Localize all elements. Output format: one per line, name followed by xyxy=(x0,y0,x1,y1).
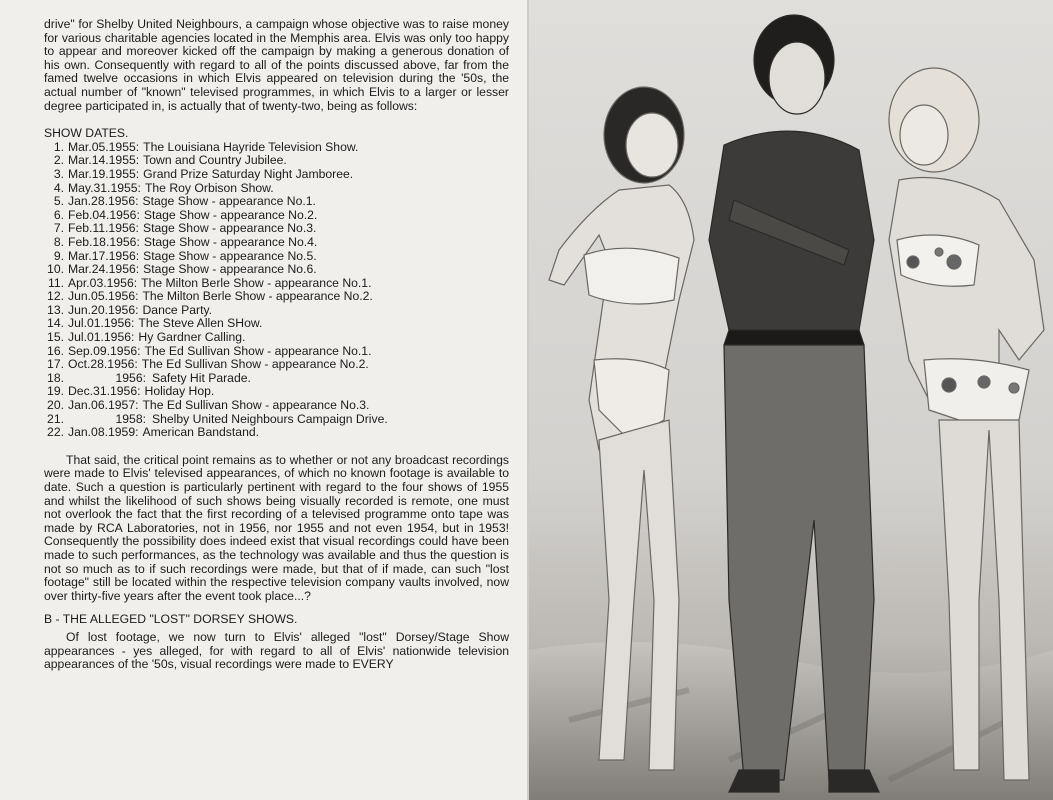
show-date-item xyxy=(44,399,509,413)
show-date-item xyxy=(44,236,509,250)
show-date-item xyxy=(44,385,509,399)
show-date: Oct.28.1956: xyxy=(68,357,138,372)
show-title: Stage Show - appearance No.2. xyxy=(143,207,318,222)
show-number: 10. xyxy=(47,262,64,277)
show-number: 15. xyxy=(47,330,64,345)
show-number: 18. xyxy=(47,370,64,385)
show-date-item xyxy=(44,277,509,291)
show-title: The Louisiana Hayride Television Show. xyxy=(143,139,359,154)
show-title: American Bandstand. xyxy=(142,425,260,440)
show-number: 13. xyxy=(47,302,64,317)
show-title: The Milton Berle Show - appearance No.1. xyxy=(141,275,372,290)
show-title: The Milton Berle Show - appearance No.2. xyxy=(142,289,373,304)
show-number: 6. xyxy=(53,207,64,222)
section-b-heading: B - THE ALLEGED "LOST" DORSEY SHOWS. xyxy=(44,612,298,627)
show-date-item xyxy=(44,195,509,209)
show-date: Feb.18.1956: xyxy=(68,234,140,249)
paragraph-two: That said, the critical point remains as to whether or not any broadcast recordings were made to Elvis' televised appearances, of which no known footage is available to date. Such a question is particularly pertinent with regard to the four shows of 1955 and whilst the likelihood of such shows being visually recorded is remote, one must not overlook the fact that the first recording of a televised programme onto tape was made by RCA Laboratories, not in 1956, nor 1955 and not even 1954, but in 1953! Consequently the possibility does indeed exist that visual recordings could have been made to such performances, as the technology was available and thus the question is not so much as to if such recordings were made, but that of if made, can such "lost footage" still be located within the respective television company vaults involved, now over thirty-five years after the event took place...? xyxy=(44,452,509,603)
show-number: 11. xyxy=(47,275,64,290)
show-date-item xyxy=(44,317,509,331)
show-date-item xyxy=(44,168,509,182)
show-date: Dec.31.1956: xyxy=(68,384,141,399)
show-date-item xyxy=(44,209,509,223)
show-number: 8. xyxy=(53,234,64,249)
show-date: Jul.01.1956: xyxy=(68,330,135,345)
show-date: Mar.17.1956: xyxy=(68,248,140,263)
show-title: The Ed Sullivan Show - appearance No.3. xyxy=(142,398,370,413)
show-number: 20. xyxy=(47,398,64,413)
show-date: 1956: xyxy=(115,370,146,385)
show-date-item xyxy=(44,250,509,264)
show-date-item xyxy=(44,358,509,372)
show-title: Shelby United Neighbours Campaign Drive. xyxy=(152,411,388,426)
show-title: Town and Country Jubilee. xyxy=(143,153,287,168)
show-date-item xyxy=(44,426,509,440)
paragraph-three: Of lost footage, we now turn to Elvis' alleged "lost" Dorsey/Stage Show appearances - yes alleged, for with regard to all of Elvis' nationwide television appearances of the '50s, visual recordings were made to EVERY xyxy=(44,629,509,672)
show-dates-list xyxy=(44,141,509,440)
show-date-item xyxy=(44,222,509,236)
show-date: Sep.09.1956: xyxy=(68,343,141,358)
show-date-item xyxy=(44,413,509,427)
show-title: Grand Prize Saturday Night Jamboree. xyxy=(143,166,354,181)
show-date: Mar.14.1955: xyxy=(68,153,140,168)
show-date-item xyxy=(44,345,509,359)
show-number: 21. xyxy=(47,411,64,426)
show-title: Holiday Hop. xyxy=(144,384,215,399)
show-date-item xyxy=(44,154,509,168)
show-date: May.31.1955: xyxy=(68,180,141,195)
show-date-item xyxy=(44,331,509,345)
show-title: Safety Hit Parade. xyxy=(152,370,251,385)
show-number: 5. xyxy=(53,194,64,209)
show-date: 1958: xyxy=(115,411,146,426)
show-number: 14. xyxy=(47,316,64,331)
show-date: Feb.04.1956: xyxy=(68,207,140,222)
show-date-item xyxy=(44,182,509,196)
opening-paragraph: drive" for Shelby United Neighbours, a campaign whose objective was to raise money for various charitable agencies located in the Memphis area. Elvis was only too happy to appear and moreover kicked off the campaign by making a generous donation of his own. Consequently with regard to all of the points discussed above, far from the famed twelve occasions in which Elvis appeared on television during the '50s, the actual number of "known" televised programmes, in which Elvis to a larger or lesser degree participated in, is actually that of twenty-two, being as follows: xyxy=(44,17,509,113)
show-number: 7. xyxy=(53,221,64,236)
show-date: Jul.01.1956: xyxy=(68,316,135,331)
show-date: Mar.19.1955: xyxy=(68,166,140,181)
show-title: The Ed Sullivan Show - appearance No.2. xyxy=(141,357,369,372)
show-date: Jun.20.1956: xyxy=(68,302,139,317)
show-number: 3. xyxy=(53,166,64,181)
show-number: 1. xyxy=(53,139,64,154)
show-number: 16. xyxy=(47,343,64,358)
photo-icon xyxy=(529,0,1053,800)
show-number: 9. xyxy=(53,248,64,263)
show-date-item xyxy=(44,304,509,318)
show-date: Apr.03.1956: xyxy=(68,275,138,290)
show-date: Jan.28.1956: xyxy=(68,194,139,209)
show-title: Stage Show - appearance No.4. xyxy=(143,234,318,249)
show-title: Stage Show - appearance No.3. xyxy=(142,221,317,236)
show-date-item xyxy=(44,372,509,386)
show-number: 12. xyxy=(47,289,64,304)
show-date-item xyxy=(44,290,509,304)
show-number: 4. xyxy=(53,180,64,195)
show-title: Hy Gardner Calling. xyxy=(138,330,246,345)
show-number: 17. xyxy=(47,357,64,372)
show-title: Stage Show - appearance No.5. xyxy=(143,248,317,263)
show-number: 22. xyxy=(47,425,64,440)
show-dates-heading: SHOW DATES. xyxy=(44,126,129,141)
show-title: Dance Party. xyxy=(142,302,213,317)
show-date: Jan.06.1957: xyxy=(68,398,139,413)
show-number: 2. xyxy=(53,153,64,168)
show-title: The Steve Allen SHow. xyxy=(138,316,263,331)
photo-page xyxy=(529,0,1053,800)
show-date-item xyxy=(44,263,509,277)
show-date: Mar.05.1955: xyxy=(68,139,140,154)
show-title: The Roy Orbison Show. xyxy=(144,180,274,195)
show-date-item xyxy=(44,141,509,155)
show-date: Feb.11.1956: xyxy=(68,221,139,236)
show-title: The Ed Sullivan Show - appearance No.1. xyxy=(144,343,372,358)
show-date: Mar.24.1956: xyxy=(68,262,140,277)
show-number: 19. xyxy=(47,384,64,399)
show-date: Jun.05.1956: xyxy=(68,289,139,304)
show-title: Stage Show - appearance No.1. xyxy=(142,194,316,209)
show-date: Jan.08.1959: xyxy=(68,425,139,440)
show-title: Stage Show - appearance No.6. xyxy=(143,262,317,277)
